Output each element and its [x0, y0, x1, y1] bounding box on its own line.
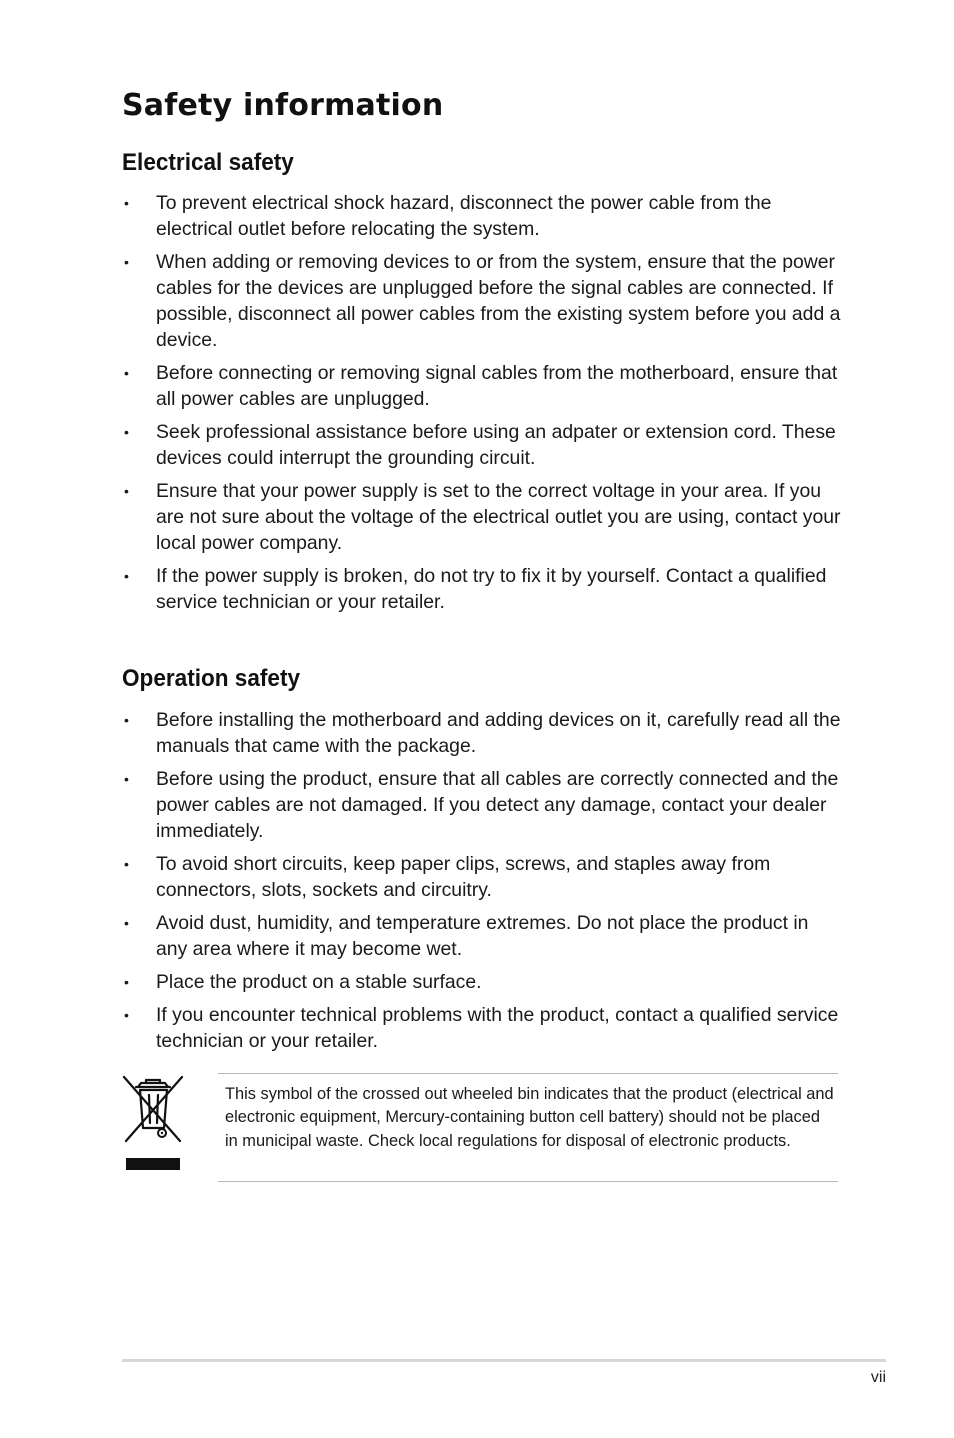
bullet-icon: •	[124, 712, 129, 728]
bullet-icon: •	[124, 424, 129, 440]
list-item	[122, 419, 842, 471]
list-item-text: To avoid short circuits, keep paper clips, screws, and staples away from connectors, slots, sockets and circuitry.	[156, 853, 771, 901]
bullet-icon: •	[124, 856, 129, 872]
list-item	[122, 851, 842, 903]
list-item-text: When adding or removing devices to or from the system, ensure that the power cables for the devices are unplugged before the signal cables are connected. If possible, disconnect all power cables from the existing system before you add a device.	[156, 251, 841, 351]
list-item-text: Before connecting or removing signal cables from the motherboard, ensure that all power cables are unplugged.	[156, 362, 838, 410]
list-item-text: If the power supply is broken, do not try to fix it by yourself. Contact a qualified service technician or your retailer.	[156, 565, 827, 613]
list-item-text: To prevent electrical shock hazard, disconnect the power cable from the electrical outlet before relocating the system.	[156, 192, 772, 240]
list-item-text: Before using the product, ensure that all cables are correctly connected and the power cables are not damaged. If you detect any damage, contact your dealer immediately.	[156, 768, 839, 842]
list-item-text: Before installing the motherboard and adding devices on it, carefully read all the manuals that came with the package.	[156, 709, 841, 757]
list-item-text: If you encounter technical problems with the product, contact a qualified service technician or your retailer.	[156, 1004, 839, 1052]
electrical-safety-heading: Electrical safety	[122, 149, 294, 176]
bullet-icon: •	[124, 974, 129, 990]
list-item	[122, 360, 842, 412]
bullet-icon: •	[124, 1007, 129, 1023]
bullet-icon: •	[124, 195, 129, 211]
list-item-text: Avoid dust, humidity, and temperature extremes. Do not place the product in any area where it may become wet.	[156, 912, 809, 960]
list-item	[122, 1002, 842, 1054]
list-item	[122, 190, 842, 242]
list-item	[122, 910, 842, 962]
footer-divider	[122, 1359, 886, 1362]
crossed-out-wheeled-bin-icon	[122, 1073, 184, 1173]
list-item-text: Place the product on a stable surface.	[156, 971, 482, 993]
operation-safety-list	[122, 707, 842, 1061]
list-item	[122, 249, 842, 353]
disposal-note	[218, 1073, 838, 1182]
list-item	[122, 563, 842, 615]
disposal-note-text: This symbol of the crossed out wheeled bin indicates that the product (electrical and electronic equipment, Mercury-containing button cell battery) should not be placed in municipal waste. Check local regulations for disposal of electronic products.	[225, 1085, 834, 1150]
electrical-safety-list	[122, 190, 842, 622]
list-item	[122, 478, 842, 556]
page-number: vii	[870, 1369, 886, 1386]
list-item-text: Ensure that your power supply is set to the correct voltage in your area. If you are not sure about the voltage of the electrical outlet you are using, contact your local power company.	[156, 480, 841, 554]
bullet-icon: •	[124, 771, 129, 787]
bullet-icon: •	[124, 254, 129, 270]
list-item-text: Seek professional assistance before using an adpater or extension cord. These devices could interrupt the grounding circuit.	[156, 421, 836, 469]
operation-safety-heading: Operation safety	[122, 665, 301, 692]
list-item	[122, 707, 842, 759]
bullet-icon: •	[124, 568, 129, 584]
bullet-icon: •	[124, 483, 129, 499]
list-item	[122, 766, 842, 844]
list-item	[122, 969, 842, 995]
bullet-icon: •	[124, 365, 129, 381]
page-title: Safety information	[122, 88, 444, 123]
bullet-icon: •	[124, 915, 129, 931]
